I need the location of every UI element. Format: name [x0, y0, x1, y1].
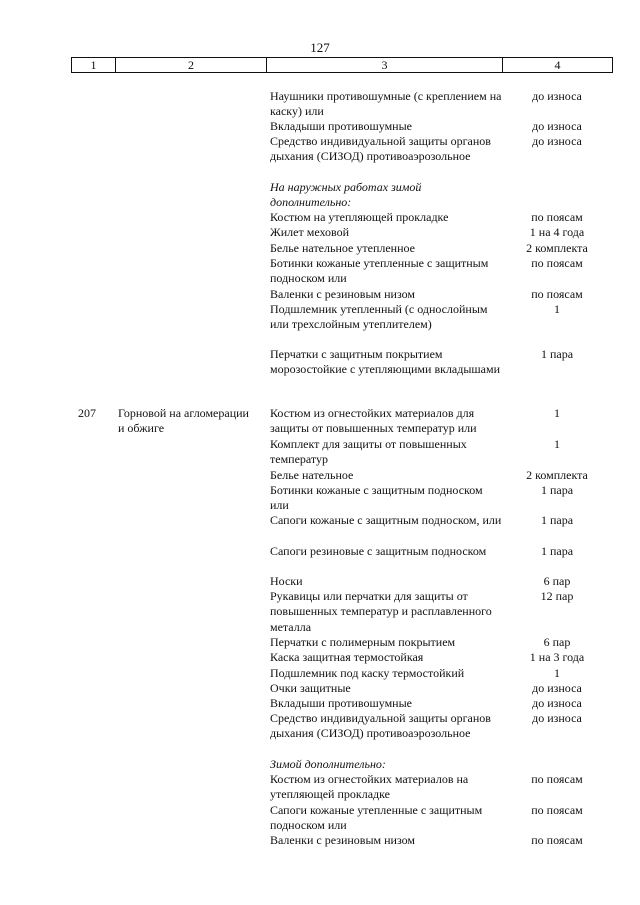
item-name: Ботинки кожаные с защитным подноском или: [270, 483, 483, 513]
item-norm: 1 пара: [540, 483, 574, 497]
page-number: 127: [310, 40, 330, 55]
item-norm: по поясам: [531, 772, 583, 786]
item-norm: до износа: [532, 119, 582, 133]
item-norm: по поясам: [531, 287, 583, 301]
item-norm: 1 пара: [540, 544, 574, 558]
item-norm: 2 комплекта: [526, 241, 588, 255]
item-name: Каска защитная термостойкая: [270, 650, 424, 664]
item-name: Белье нательное: [270, 468, 354, 482]
item-name: Костюм на утепляющей прокладке: [270, 210, 449, 224]
item-norm: до износа: [532, 134, 582, 148]
item-norm: 1: [554, 437, 560, 451]
column-header-2: 2: [116, 58, 267, 72]
item-norm: до износа: [532, 89, 582, 103]
item-name: Перчатки с полимерным покрытием: [270, 635, 456, 649]
item-norm: до износа: [532, 696, 582, 710]
item-norm: 1: [554, 302, 560, 316]
profession-title: Горновой на агломерации и обжиге: [118, 406, 249, 436]
item-norm: до износа: [532, 711, 582, 725]
item-name: Наушники противошумные (с креплением на каску) или: [270, 89, 502, 119]
item-name: Валенки с резиновым низом: [270, 287, 416, 301]
item-name: Носки: [270, 574, 303, 588]
column-header-4: 4: [554, 58, 561, 72]
item-name: Очки защитные: [270, 681, 351, 695]
item-norm: 1: [554, 666, 560, 680]
item-norm: 1 на 4 года: [529, 225, 585, 239]
item-norm: 6 пар: [543, 574, 571, 588]
item-norm: по поясам: [531, 210, 583, 224]
item-name: Вкладыши противошумные: [270, 119, 412, 133]
item-norm: 2 комплекта: [526, 468, 588, 482]
profession-number: 207: [78, 406, 96, 420]
item-norm: 1 пара: [540, 513, 574, 527]
item-norm: по поясам: [531, 256, 583, 270]
item-norm: 1: [554, 406, 560, 420]
item-name: Жилет меховой: [270, 225, 350, 239]
item-name: Комплект для защиты от повышенных температур: [270, 437, 467, 467]
item-norm: по поясам: [531, 833, 583, 847]
section-subheading: Зимой дополнительно:: [270, 757, 386, 771]
item-norm: по поясам: [531, 803, 583, 817]
section-subheading: На наружных работах зимой дополнительно:: [270, 180, 422, 210]
item-name: Средство индивидуальной защиты органов дыхания (СИЗОД) противоаэрозольное: [270, 134, 491, 164]
column-header-3: 3: [267, 58, 503, 72]
item-norm: 6 пар: [543, 635, 571, 649]
item-name: Вкладыши противошумные: [270, 696, 412, 710]
item-name: Перчатки с защитным покрытием морозостойкие с утепляющими вкладышами: [270, 347, 501, 377]
item-name: Подшлемник под каску термостойкий: [270, 666, 465, 680]
item-name: Костюм из огнестойких материалов для защиты от повышенных температур или: [270, 406, 477, 436]
item-norm: до износа: [532, 681, 582, 695]
item-norm: 1 на 3 года: [529, 650, 585, 664]
item-name: Валенки с резиновым низом: [270, 833, 416, 847]
item-name: Подшлемник утепленный (с однослойным или трехслойным утеплителем): [270, 302, 488, 332]
item-norm: 1 пара: [540, 347, 574, 361]
item-name: Средство индивидуальной защиты органов дыхания (СИЗОД) противоаэрозольное: [270, 711, 491, 741]
column-header-1: 1: [72, 58, 116, 72]
item-name: Сапоги кожаные с защитным подноском, или: [270, 513, 502, 527]
item-name: Костюм из огнестойких материалов на утепляющей прокладке: [270, 772, 469, 802]
column-header-row: [71, 57, 613, 73]
item-name: Сапоги резиновые с защитным подноском: [270, 544, 487, 558]
item-name: Сапоги кожаные утепленные с защитным подноском или: [270, 803, 483, 833]
item-name: Рукавицы или перчатки для защиты от повышенных температур и расплавленного металла: [270, 589, 492, 634]
item-name: Ботинки кожаные утепленные с защитным подноском или: [270, 256, 489, 286]
item-norm: 12 пар: [540, 589, 574, 603]
item-name: Белье нательное утепленное: [270, 241, 415, 255]
